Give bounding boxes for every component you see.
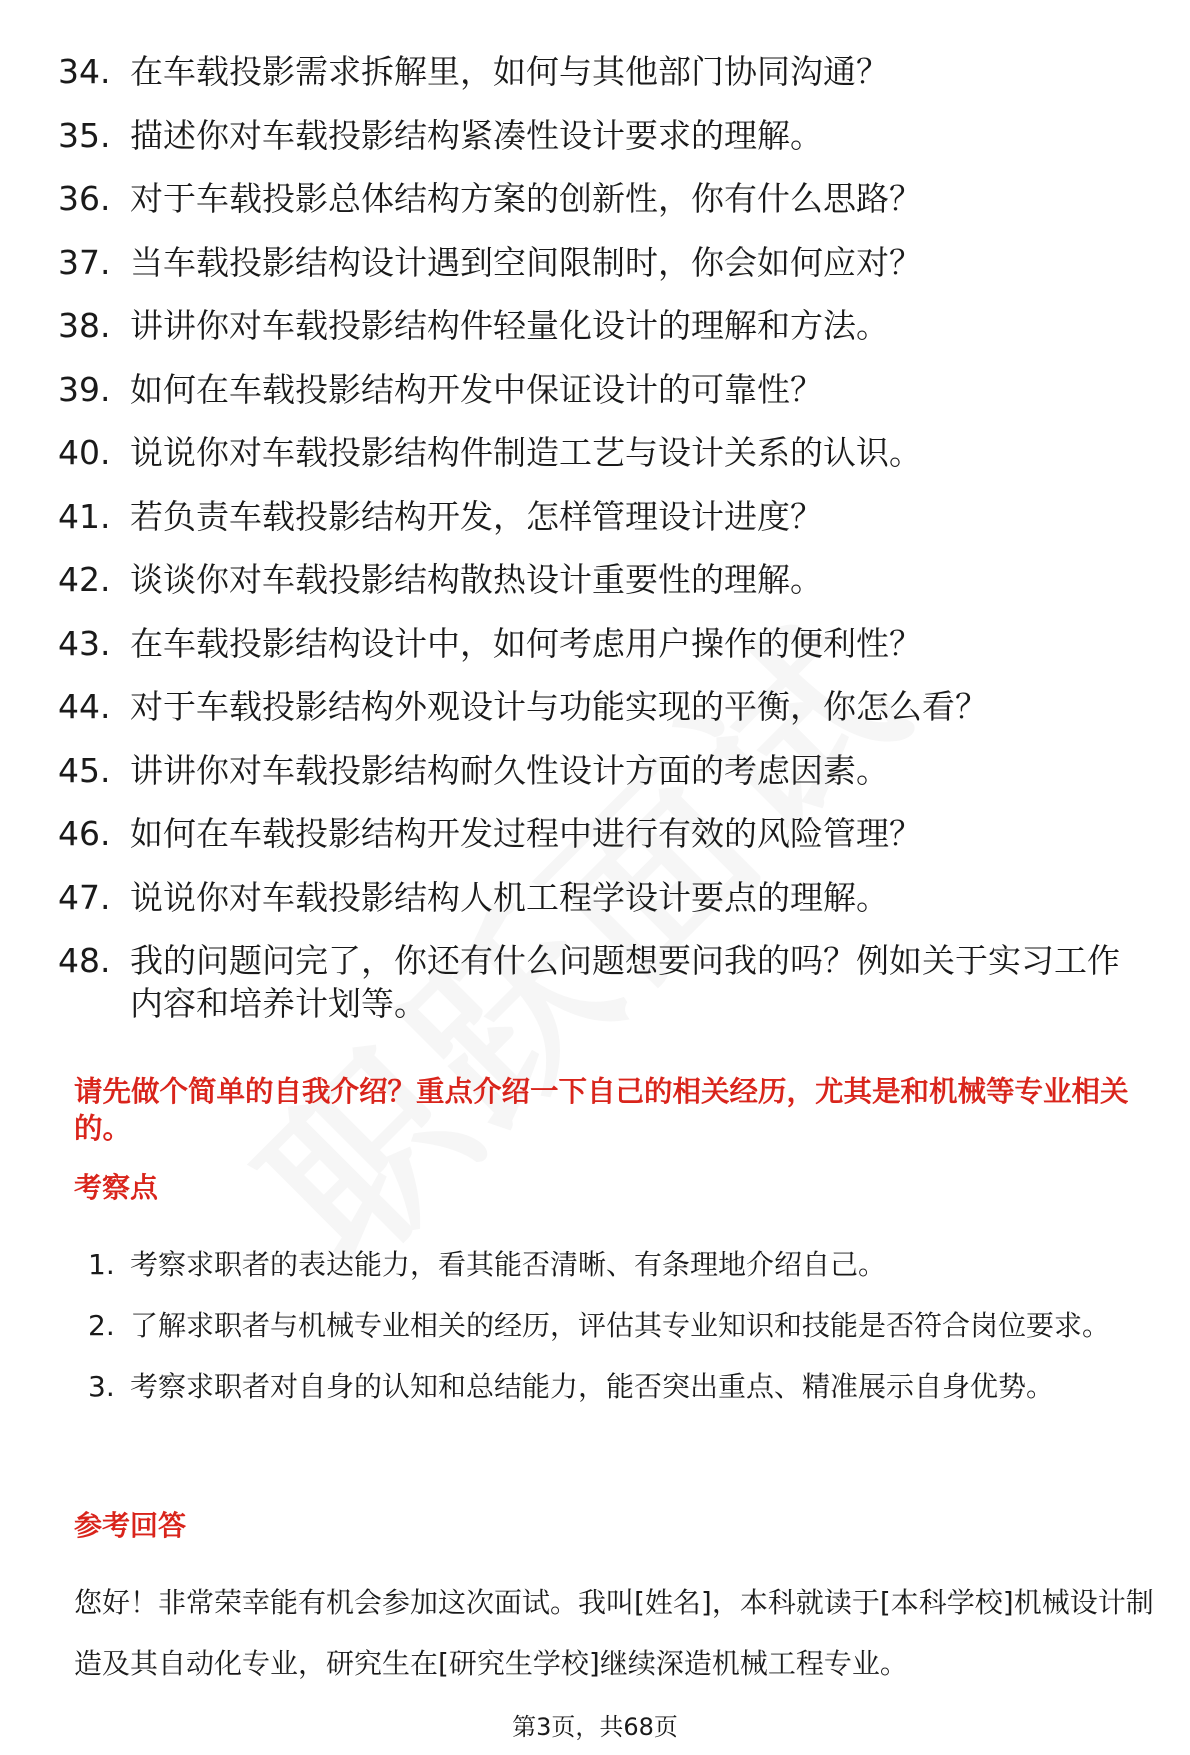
question-number: 48. <box>58 941 111 980</box>
question-list <box>58 50 1148 1046</box>
question-item <box>58 558 1148 601</box>
question-number: 36. <box>58 179 111 218</box>
point-item <box>88 1356 1148 1417</box>
question-number: 39. <box>58 369 111 409</box>
question-item <box>58 622 1148 665</box>
question-item <box>58 495 1148 538</box>
question-number: 44. <box>58 687 111 726</box>
question-item <box>58 876 1148 919</box>
question-number: 38. <box>58 306 111 345</box>
question-text: 对于车载投影结构外观设计与功能实现的平衡，你怎么看？ <box>130 687 988 726</box>
question-item <box>58 50 1148 93</box>
question-item <box>58 749 1148 792</box>
question-text: 谈谈你对车载投影结构散热设计重要性的理解。 <box>130 560 823 599</box>
question-text: 说说你对车载投影结构人机工程学设计要点的理解。 <box>130 877 889 917</box>
point-item <box>88 1234 1148 1295</box>
question-text: 我的问题问完了，你还有什么问题想要问我的吗？例如关于实习工作内容和培养计划等。 <box>130 941 1120 1023</box>
question-text: 说说你对车载投影结构件制造工艺与设计关系的认识。 <box>130 433 922 472</box>
question-text: 如何在车载投影结构开发过程中进行有效的风险管理？ <box>130 814 922 853</box>
point-item <box>88 1295 1148 1356</box>
question-number: 37. <box>58 242 111 282</box>
question-text: 在车载投影需求拆解里，如何与其他部门协同沟通？ <box>130 52 889 91</box>
question-number: 42. <box>58 560 111 599</box>
question-number: 43. <box>58 623 111 663</box>
question-number: 46. <box>58 814 111 853</box>
point-number: 2. <box>88 1309 115 1342</box>
question-text: 在车载投影结构设计中，如何考虑用户操作的便利性？ <box>130 623 922 663</box>
question-item <box>58 241 1148 284</box>
point-number: 1. <box>88 1248 115 1281</box>
question-number: 47. <box>58 877 111 917</box>
question-text: 对于车载投影总体结构方案的创新性，你有什么思路？ <box>130 179 922 218</box>
question-item <box>58 114 1148 157</box>
points-heading: 考察点 <box>74 1171 159 1204</box>
question-text: 讲讲你对车载投影结构件轻量化设计的理解和方法。 <box>130 306 889 345</box>
question-item <box>58 431 1148 474</box>
answer-heading: 参考回答 <box>74 1509 187 1542</box>
points-list <box>88 1234 1148 1417</box>
point-text: 考察求职者对自身的认知和总结能力，能否突出重点、精准展示自身优势。 <box>130 1370 1055 1403</box>
question-number: 34. <box>58 52 111 91</box>
question-text: 讲讲你对车载投影结构耐久性设计方面的考虑因素。 <box>130 750 889 790</box>
question-item <box>58 368 1148 411</box>
point-text: 了解求职者与机械专业相关的经历，评估其专业知识和技能是否符合岗位要求。 <box>130 1309 1111 1342</box>
question-item <box>58 939 1148 1025</box>
point-number: 3. <box>88 1370 115 1403</box>
question-number: 40. <box>58 433 111 472</box>
question-item <box>58 177 1148 220</box>
question-text: 若负责车载投影结构开发，怎样管理设计进度？ <box>130 496 823 536</box>
answer-paragraph: 您好！非常荣幸能有机会参加这次面试。我叫[姓名]，本科就读于[本科学校]机械设计制造及其自动化专业，研究生在[研究生学校]继续深造机械工程专业。 <box>74 1586 1154 1680</box>
question-text: 当车载投影结构设计遇到空间限制时，你会如何应对？ <box>130 242 922 282</box>
question-number: 41. <box>58 496 111 536</box>
section-question-heading: 请先做个简单的自我介绍？重点介绍一下自己的相关经历，尤其是和机械等专业相关的。 <box>74 1075 1129 1145</box>
question-text: 如何在车载投影结构开发中保证设计的可靠性？ <box>130 369 823 409</box>
point-text: 考察求职者的表达能力，看其能否清晰、有条理地介绍自己。 <box>130 1248 887 1281</box>
question-text: 描述你对车载投影结构紧凑性设计要求的理解。 <box>130 115 823 155</box>
question-item <box>58 812 1148 855</box>
page-footer: 第3页，共68页 <box>512 1713 678 1741</box>
question-item <box>58 304 1148 347</box>
question-number: 45. <box>58 750 111 790</box>
question-item <box>58 685 1148 728</box>
question-number: 35. <box>58 115 111 155</box>
